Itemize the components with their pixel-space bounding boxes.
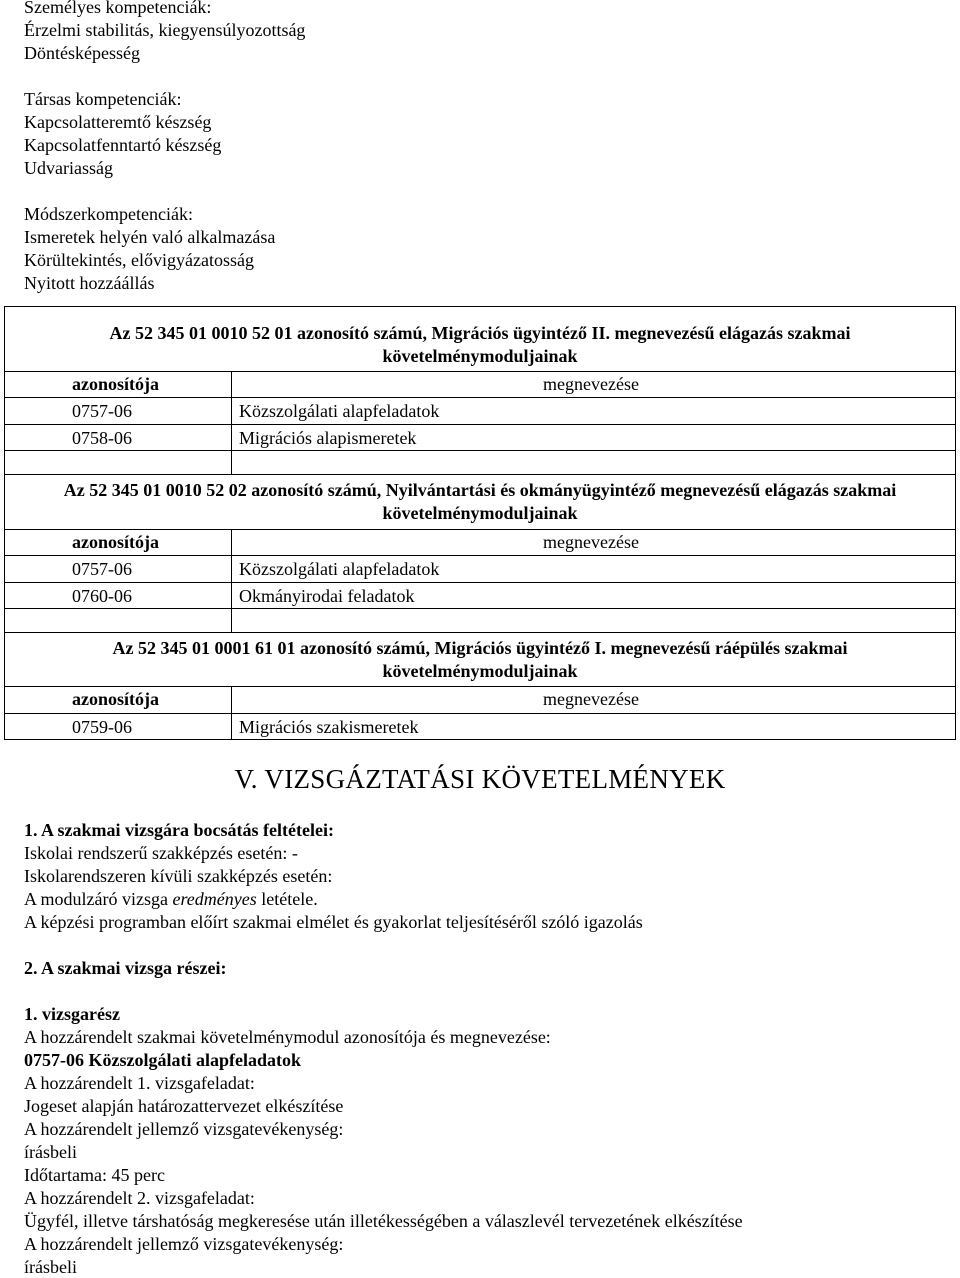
section-title: Az 52 345 01 0010 52 01 azonosító számú, Migrációs ügyintéző II. megnevezésű elágazás szakmai — [109, 323, 851, 343]
module-id: 0757-06 — [72, 401, 132, 421]
col-name-header: megnevezése — [543, 689, 639, 709]
module-name: Migrációs szakismeretek — [239, 717, 419, 737]
section-title: Az 52 345 01 0010 52 02 azonosító számú, Nyilvántartási és okmányügyintéző megnevezésű elágazás szakmai — [63, 480, 897, 500]
admission-line: A képzési programban előírt szakmai elmélet és gyakorlat teljesítéséről szóló igazolás — [24, 912, 643, 932]
social-item: Udvariasság — [24, 158, 113, 178]
admission-line — [24, 888, 318, 910]
exam-parts-title: 2. A szakmai vizsga részei: — [24, 958, 227, 978]
method-item: Körültekintés, elővigyázatosság — [24, 250, 254, 270]
task-text: Jogeset alapján határozattervezet elkészítése — [24, 1096, 344, 1116]
social-item: Kapcsolatteremtő készség — [24, 112, 212, 132]
section-title-cont: követelménymoduljainak — [382, 661, 578, 681]
col-name-header: megnevezése — [543, 374, 639, 394]
col-id-header: azonosítója — [72, 532, 159, 552]
task-activity-label: A hozzárendelt jellemző vizsgatevékenység: — [24, 1119, 344, 1139]
module-name: Migrációs alapismeretek — [239, 428, 417, 448]
emphasis-text: eredményes — [172, 889, 257, 909]
task-activity: írásbeli — [24, 1142, 77, 1162]
module-id: 0758-06 — [72, 428, 132, 448]
method-item: Ismeretek helyén való alkalmazása — [24, 227, 276, 247]
exam-part-module: 0757-06 Közszolgálati alapfeladatok — [24, 1050, 301, 1070]
section-title-cont: követelménymoduljainak — [382, 346, 578, 366]
personal-competences-title: Személyes kompetenciák: — [24, 0, 212, 17]
section-title-cont: követelménymoduljainak — [382, 503, 578, 523]
exam-part-line: A hozzárendelt szakmai követelménymodul azonosítója és megnevezése: — [24, 1027, 551, 1047]
module-id: 0759-06 — [72, 717, 132, 737]
method-item: Nyitott hozzáállás — [24, 273, 155, 293]
module-id: 0760-06 — [72, 586, 132, 606]
module-table — [4, 306, 956, 740]
admission-title: 1. A szakmai vizsgára bocsátás feltételei: — [24, 820, 334, 840]
module-name: Közszolgálati alapfeladatok — [239, 559, 440, 579]
text-fragment: letétele. — [256, 889, 318, 909]
task-label: A hozzárendelt 2. vizsgafeladat: — [24, 1188, 255, 1208]
task-duration: Időtartama: 45 perc — [24, 1165, 165, 1185]
text-fragment: A modulzáró vizsga — [24, 889, 173, 909]
task-label: A hozzárendelt 1. vizsgafeladat: — [24, 1073, 255, 1093]
task-activity-label: A hozzárendelt jellemző vizsgatevékenység: — [24, 1234, 344, 1254]
personal-item: Érzelmi stabilitás, kiegyensúlyozottság — [24, 20, 306, 40]
admission-line: Iskolarendszeren kívüli szakképzés esetén: — [24, 866, 333, 886]
col-name-header: megnevezése — [543, 532, 639, 552]
module-name: Okmányirodai feladatok — [239, 586, 415, 606]
module-name: Közszolgálati alapfeladatok — [239, 401, 440, 421]
task-text: Ügyfél, illetve társhatóság megkeresése után illetékességében a válaszlevél tervezetének elkészítése — [24, 1211, 743, 1231]
section-heading: V. VIZSGÁZTATÁSI KÖVETELMÉNYEK — [234, 764, 726, 794]
module-id: 0757-06 — [72, 559, 132, 579]
social-item: Kapcsolatfenntartó készség — [24, 135, 222, 155]
section-title: Az 52 345 01 0001 61 01 azonosító számú, Migrációs ügyintéző I. megnevezésű ráépülés szakmai — [112, 638, 848, 658]
col-id-header: azonosítója — [72, 374, 159, 394]
exam-part-title: 1. vizsgarész — [24, 1004, 120, 1024]
col-id-header: azonosítója — [72, 689, 159, 709]
method-competences-title: Módszerkompetenciák: — [24, 204, 193, 224]
task-activity: írásbeli — [24, 1257, 77, 1277]
social-competences-title: Társas kompetenciák: — [24, 89, 182, 109]
personal-item: Döntésképesség — [24, 43, 140, 63]
admission-line: Iskolai rendszerű szakképzés esetén: - — [24, 843, 298, 863]
